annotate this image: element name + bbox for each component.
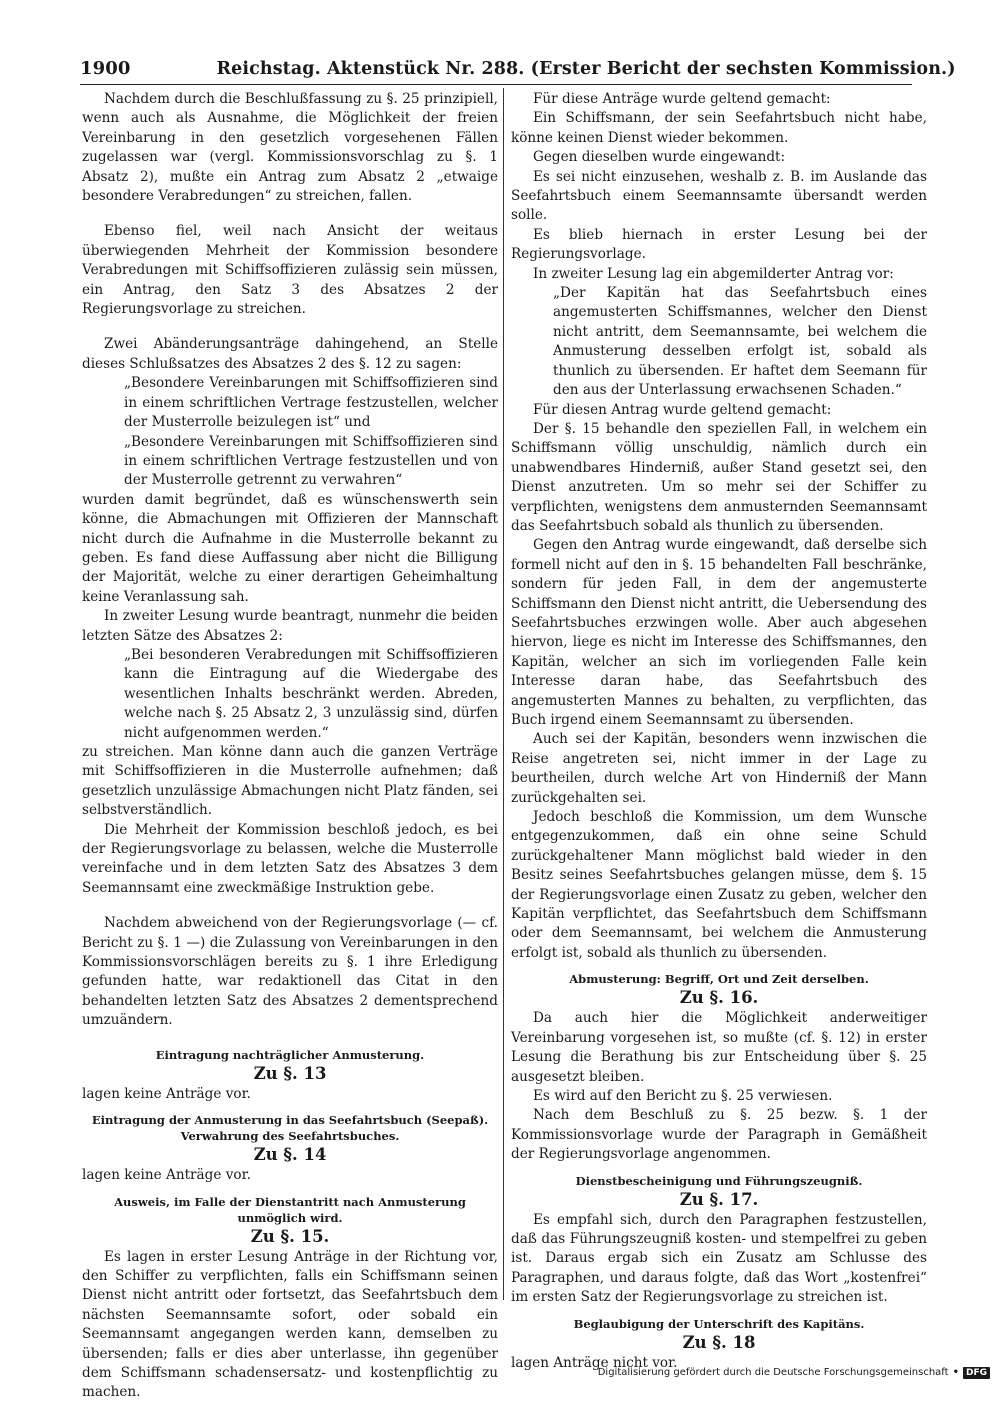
paragraph: Da auch hier die Möglichkeit anderweitiger Vereinbarung vorgesehen ist, so mußte (cf. §. 12) in erster Lesung die Berathung bis zur Entscheidung über §. 25 ausgesetzt bleiben. — [511, 1010, 927, 1085]
paragraph: Für diesen Antrag wurde geltend gemacht: — [533, 401, 832, 418]
paragraph: wurden damit begründet, daß es wünschenswerth sein könne, die Abmachungen mit Offizieren der Mannschaft nicht durch die Aufnahme in die Musterrolle bekannt zu geben. Es fand diese Auffassung aber nicht die Billigung der Majorität, welche zu einer derartigen Geheimhaltung keine Veranlassung sah. — [82, 491, 498, 605]
column-divider — [503, 88, 504, 1300]
paragraph: Gegen den Antrag wurde eingewandt, daß derselbe sich formell nicht auf den in §. 15 behandelten Fall beschränke, sondern für jeden Fall, in dem der angemusterte Schiffsmann den Dienst nicht antritt, die Uebersendung des Seefahrtsbuches erzwingen wolle. Aber auch abgesehen hiervon, liege es nicht im Interesse des Schiffsmannes, den Kapitän, welcher an sich im vorliegenden Falle kein Interesse daran habe, das Seefahrtsbuch des angemusterten Mannes zu behalten, zu verpflichten, das Buch irgend einem Seemannsamt zu übersenden. — [511, 537, 927, 728]
paragraph: In zweiter Lesung wurde beantragt, nunmehr die beiden letzten Sätze des Absatzes 2: — [82, 608, 498, 644]
paragraph-gap — [82, 206, 498, 222]
paragraph: Ebenso fiel, weil nach Ansicht der weitaus überwiegenden Mehrheit der Kommission besondere Verabredungen mit Schiffsoffizieren zulässig sein müssen, ein Antrag, den Satz 3 des Absatzes 2 der Regierungsvorlage zu streichen. — [82, 223, 498, 318]
paragraph: Auch sei der Kapitän, besonders wenn inzwischen die Reise angetreten sei, nicht immer in der Lage zu beurtheilen, durch welche Art von Hinderniß der Mann zurückgehalten sei. — [511, 731, 927, 806]
page-number: 1900 — [80, 58, 131, 79]
paragraph: Für diese Anträge wurde geltend gemacht: — [533, 91, 831, 107]
dfg-logo: DFG — [963, 1367, 990, 1379]
paragraph: Gegen dieselben wurde eingewandt: — [533, 149, 786, 166]
section-number: Zu §. 16. — [679, 988, 759, 1008]
section-heading: Ausweis, im Falle der Dienstantritt nach Anmusterung unmöglich wird. — [114, 1194, 466, 1225]
paragraph: lagen keine Anträge vor. — [82, 1167, 251, 1184]
section-number: Zu §. 15. — [250, 1226, 330, 1246]
paragraph: Es empfahl sich, durch den Paragraphen festzustellen, daß das Führungszeugniß kosten- und stempelfrei zu geben ist. Daraus ergab sich ein Zusatz am Schlusse des Paragraphen, und daraus folgte, daß das Wort „kostenfrei“ im ersten Satz der Regierungsvorlage zu streichen ist. — [511, 1211, 927, 1306]
section-heading: Eintragung nachträglicher Anmusterung. — [155, 1047, 425, 1062]
section-number: Zu §. 18 — [682, 1332, 756, 1352]
paragraph: Es sei nicht einzusehen, weshalb z. B. im Auslande das Seefahrtsbuch einem Seemannsamte übersandt werden solle. — [511, 168, 927, 224]
quoted-proposal: „Besondere Vereinbarungen mit Schiffsoffizieren sind in einem schriftlichen Vertrage festzustellen und von der Musterrolle getrennt zu verwahren“ — [124, 433, 498, 489]
paragraph: Es wird auf den Bericht zu §. 25 verwiesen. — [533, 1087, 833, 1104]
footer-credit: Digitalisierung gefördert durch die Deutsche Forschungsgemeinschaft — [597, 1367, 949, 1378]
paragraph: Die Mehrheit der Kommission beschloß jedoch, es bei der Regierungsvorlage zu belassen, welche die Musterrolle vereinfache und in dem letzten Satz des Absatzes 3 dem Seemannsamt eine zweckmäßige Instruktion gebe. — [82, 821, 498, 896]
right-column — [511, 90, 927, 1373]
section-heading: Beglaubigung der Unterschrift des Kapitäns. — [573, 1316, 865, 1331]
paragraph: Nachdem abweichend von der Regierungsvorlage (— cf. Bericht zu §. 1 —) die Zulassung von Vereinbarungen in den Kommissionsvorschlägen bereits zu §. 1 ihre Erledigung gefunden hatte, war redaktionell das Citat in den behandelten letzten Satz des Absatzes 2 dementsprechend umzuändern. — [82, 915, 498, 1029]
paragraph: Zwei Abänderungsanträge dahingehend, an Stelle dieses Schlußsatzes des Absatzes 2 des §. 12 zu sagen: — [82, 336, 498, 372]
page-header — [80, 58, 956, 84]
footer — [597, 1366, 990, 1380]
paragraph: lagen Anträge nicht vor. — [511, 1354, 678, 1371]
quoted-proposal: „Bei besonderen Verabredungen mit Schiffsoffizieren kann die Eintragung auf die Wiedergabe des wesentlichen Inhalts beschränkt werden. Abreden, welche nach §. 25 Absatz 2, 3 unzulässig sind, dürfen nicht aufgenommen werden.“ — [124, 646, 498, 741]
section-number: Zu §. 13 — [253, 1063, 327, 1083]
paragraph: zu streichen. Man könne dann auch die ganzen Verträge mit Schiffsoffizieren in die Musterrolle aufnehmen; daß gesetzlich unzulässige Abmachungen nicht Platz fänden, sei selbstverständlich. — [82, 744, 498, 819]
paragraph-gap — [82, 1031, 498, 1039]
paragraph: Ein Schiffsmann, der sein Seefahrtsbuch nicht habe, könne keinen Dienst wieder bekommen. — [511, 110, 927, 146]
paragraph: Der §. 15 behandle den speziellen Fall, in welchem ein Schiffsmann völlig unschuldig, nämlich durch ein unabwendbares Hinderniß, außer Stand gesetzt sei, den Dienst anzutreten. Um so mehr sei der Schiffer zu verpflichten, wenigstens dem anmusternden Seemannsamt das Seefahrtsbuch sobald als thunlich zu übersenden. — [511, 420, 927, 534]
paragraph-gap — [82, 898, 498, 914]
header-rule — [80, 84, 912, 85]
quoted-proposal: „Besondere Vereinbarungen mit Schiffsoffizieren sind in einem schriftlichen Vertrage festzustellen, welcher der Musterrolle beizulegen ist“ und — [124, 375, 498, 431]
paragraph: Es blieb hiernach in erster Lesung bei der Regierungsvorlage. — [511, 226, 927, 263]
section-heading: Dienstbescheinigung und Führungszeugniß. — [575, 1173, 863, 1188]
paragraph: Es lagen in erster Lesung Anträge in der Richtung vor, den Schiffer zu verpflichten, falls ein Schiffsmann seinen Dienst nicht antritt oder fortsetzt, das Seefahrtsbuch dem nächsten Seemannsamte sofort, oder sobald ein Seemannsamt angegangen werden kann, demselben zu übersenden; falls er dies aber unterlasse, ihn gegenüber dem Schiffsmann schadensersatz- und kostenpflichtig zu machen. — [82, 1248, 498, 1401]
paragraph-gap — [82, 319, 498, 335]
paragraph: Nach dem Beschluß zu §. 25 bezw. §. 1 der Kommissionsvorlage wurde der Paragraph in Gemäßheit der Regierungsvorlage angenommen. — [511, 1107, 927, 1163]
section-number: Zu §. 14 — [253, 1145, 327, 1165]
paragraph: lagen keine Anträge vor. — [82, 1085, 251, 1102]
running-title: Reichstag. Aktenstück Nr. 288. (Erster Bericht der sechsten Kommission.) — [216, 59, 956, 79]
paragraph: Jedoch beschloß die Kommission, um dem Wunsche entgegenzukommen, daß ein ohne seine Schuld zurückgehaltener Mann möglichst bald wieder in den Besitz seines Seefahrtsbuches gelangen müsse, dem §. 15 der Regierungsvorlage einen Zusatz zu geben, welcher den Kapitän verpflichtet, das Seefahrtsbuch dem Schiffsmann oder dem Seemannsamt, bei welchem die Anmusterung erfolgt ist, sobald als thunlich zu übersenden. — [511, 809, 927, 961]
section-heading: Eintragung der Anmusterung in das Seefahrtsbuch (Seepaß). Verwahrung des Seefahrtsbuches. — [91, 1113, 489, 1144]
left-column — [82, 90, 498, 1403]
quoted-proposal: „Der Kapitän hat das Seefahrtsbuch eines angemusterten Schiffsmannes, welcher den Dienst nicht antritt, dem Seemannsamte, bei welchem die Anmusterung desselben erfolgt ist, sobald als thunlich zu übersenden. Er haftet dem Seemann für den aus der Unterlassung erwachsenen Schaden.“ — [553, 285, 927, 399]
paragraph: Nachdem durch die Beschlußfassung zu §. 25 prinzipiell, wenn auch als Ausnahme, die Möglichkeit der freien Vereinbarung in den gesetzlich vorgesehenen Fällen zugelassen war (vergl. Kommissionsvorschlag zu §. 1 Absatz 2), mußte ein Antrag zum Absatz 2 „etwaige besondere Verabredungen“ zu streichen, fallen. — [82, 91, 498, 205]
section-heading: Abmusterung: Begriff, Ort und Zeit derselben. — [569, 972, 869, 987]
section-number: Zu §. 17. — [679, 1189, 759, 1209]
paragraph: In zweiter Lesung lag ein abgemilderter Antrag vor: — [533, 265, 894, 282]
footer-separator: • — [952, 1367, 959, 1378]
